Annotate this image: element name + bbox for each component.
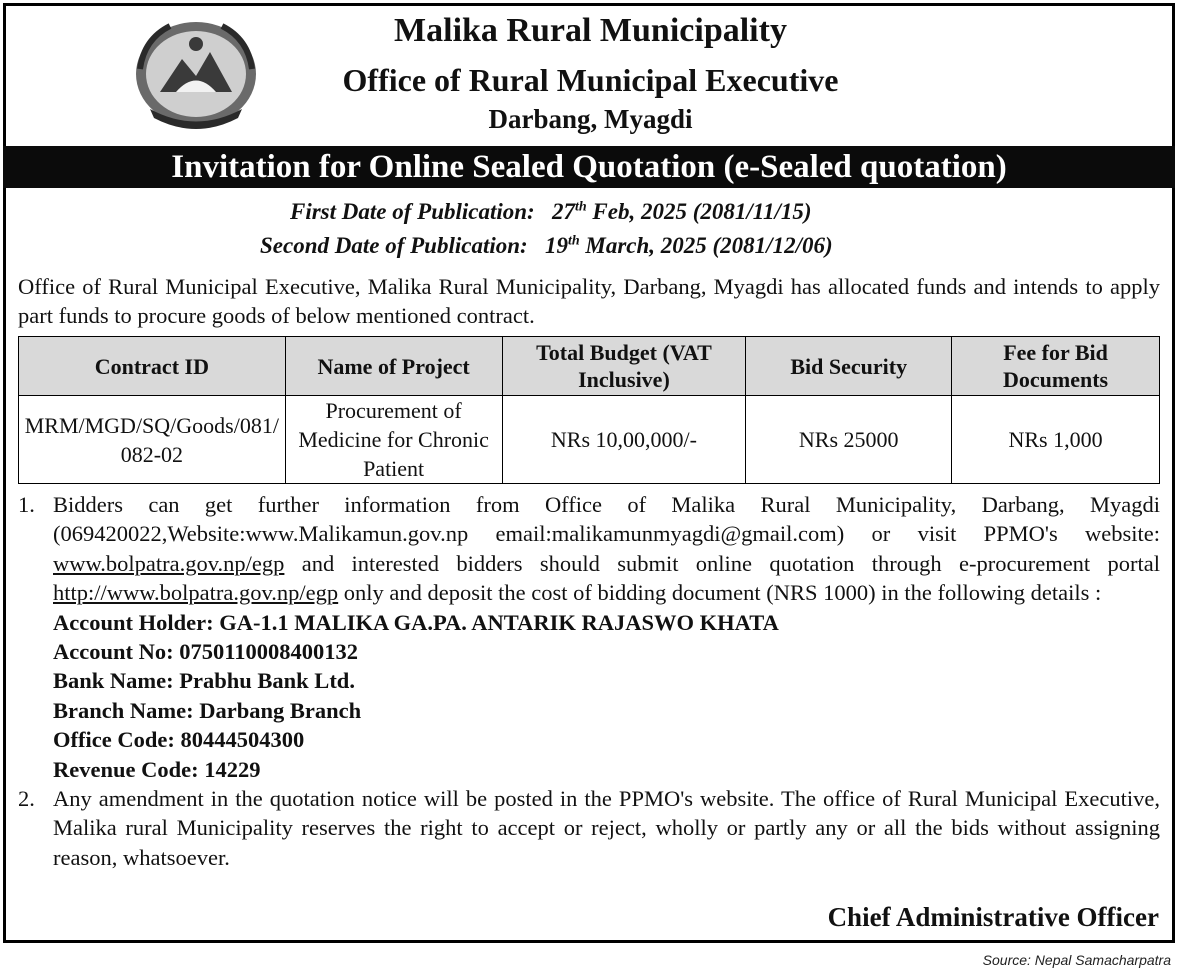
- list-number-2: 2.: [18, 786, 35, 812]
- cell-total-budget: NRs 10,00,000/-: [502, 396, 746, 484]
- first-publication-day: 27: [551, 199, 575, 224]
- office-code: Office Code: 80444504300: [53, 727, 305, 753]
- first-publication-label: First Date of Publication:: [290, 199, 535, 224]
- signatory-title: Chief Administrative Officer: [827, 902, 1159, 932]
- item1-text-c: only and deposit the cost of bidding document (NRS 1000) in the following details :: [338, 580, 1102, 606]
- second-publication-day: 19: [544, 233, 568, 258]
- bolpatra-link-2[interactable]: http://www.bolpatra.gov.np/egp: [53, 580, 339, 606]
- cell-project-name: Procurement of Medicine for Chronic Patient: [285, 396, 502, 484]
- col-contract-id: Contract ID: [19, 337, 286, 396]
- bolpatra-link-1[interactable]: www.bolpatra.gov.np/egp: [53, 550, 285, 576]
- revenue-code: Revenue Code: 14229: [53, 756, 261, 782]
- cell-fee: NRs 1,000: [952, 396, 1160, 484]
- item2-text: Any amendment in the quotation notice will be posted in the PPMO's website. The office of Rural Municipal Executive, Malika rural Municipality reserves the right to accept or reject, wholly or partly any or all the bids without assigning reason, whatsoever.: [53, 786, 1160, 870]
- contract-table: [18, 336, 1160, 484]
- bank-name: Bank Name: Prabhu Bank Ltd.: [53, 668, 355, 694]
- item1-text-a: Bidders can get further information from Office of Malika Rural Municipality, Darbang, Myagdi (069420022,Website:www.Malikamun.gov.np email:malikamunmyagdi@gmail.com) or visit PPMO's website:: [53, 492, 1160, 547]
- second-publication-sup: th: [567, 233, 580, 249]
- first-publication-sup: th: [574, 199, 587, 215]
- account-holder: Account Holder: GA-1.1 MALIKA GA.PA. ANTARIK RAJASWO KHATA: [53, 609, 779, 635]
- col-bid-security: Bid Security: [746, 337, 952, 396]
- branch-name: Branch Name: Darbang Branch: [53, 697, 362, 723]
- first-publication-rest: Feb, 2025 (2081/11/15): [586, 199, 812, 224]
- conditions-list: [18, 490, 1160, 872]
- cell-contract-id: MRM/MGD/SQ/Goods/081/082-02: [19, 396, 286, 484]
- office-name: Office of Rural Municipal Executive: [342, 62, 839, 98]
- cell-bid-security: NRs 25000: [746, 396, 952, 484]
- office-location: Darbang, Myagdi: [488, 104, 693, 134]
- source-credit: Source: Nepal Samacharpatra: [982, 952, 1171, 968]
- list-item-1: [18, 490, 1160, 608]
- intro-paragraph: Office of Rural Municipal Executive, Malika Rural Municipality, Darbang, Myagdi has allocated funds and intends to apply part funds to procure goods of below mentioned contract.: [18, 274, 1160, 328]
- notice-title-banner: Invitation for Online Sealed Quotation (e-Sealed quotation): [3, 146, 1175, 188]
- table-header-row: [19, 337, 1160, 396]
- first-publication-date: [290, 199, 812, 225]
- list-item-2: [18, 784, 1160, 872]
- second-publication-rest: March, 2025 (2081/12/06): [579, 233, 833, 258]
- table-row: [19, 396, 1160, 484]
- account-number: Account No: 0750110008400132: [53, 639, 358, 665]
- col-total-budget: Total Budget (VAT Inclusive): [502, 337, 746, 396]
- municipality-name: Malika Rural Municipality: [394, 12, 787, 49]
- col-fee: Fee for Bid Documents: [952, 337, 1160, 396]
- list-number-1: 1.: [18, 492, 35, 517]
- col-project-name: Name of Project: [285, 337, 502, 396]
- item1-text-b: and interested bidders should submit online quotation through e-procurement portal: [284, 550, 1160, 576]
- second-publication-label: Second Date of Publication:: [260, 233, 528, 258]
- second-publication-date: [260, 233, 833, 259]
